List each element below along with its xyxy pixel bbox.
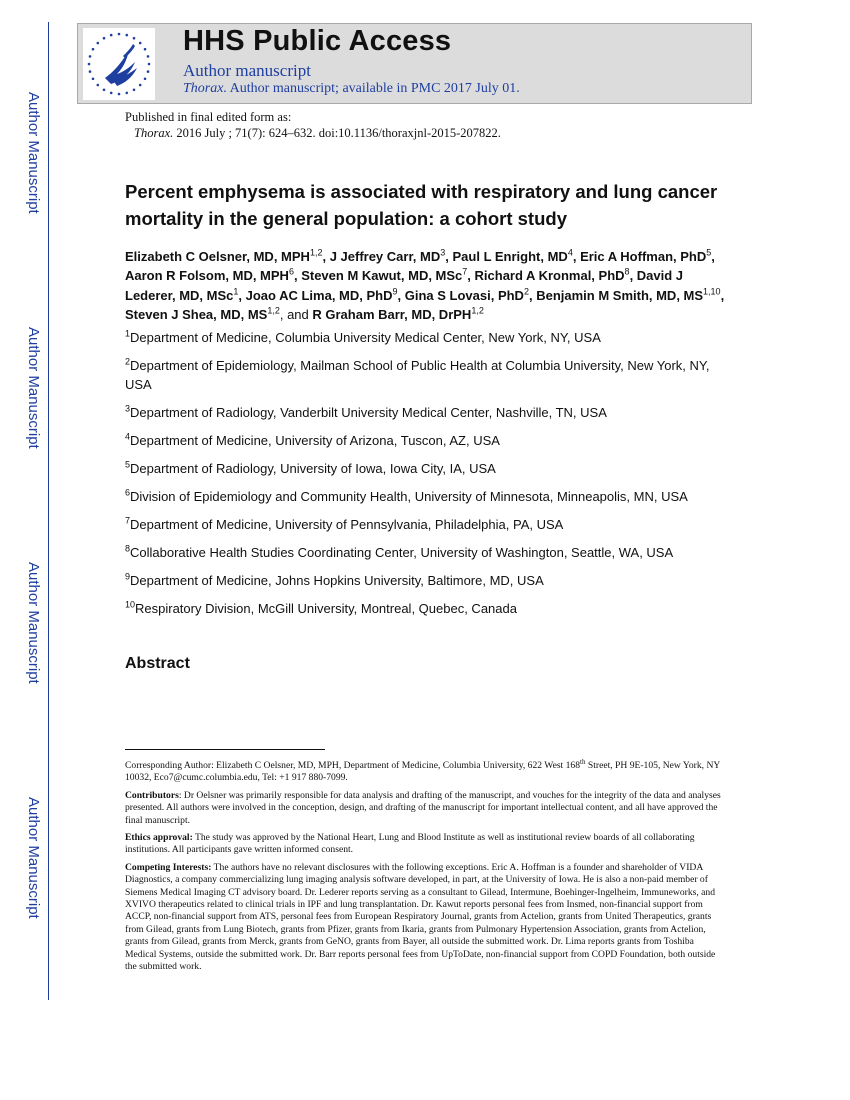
author-separator: , — [629, 268, 637, 284]
affiliation-item — [125, 328, 735, 347]
affiliation-item — [125, 459, 735, 478]
rail-line — [48, 22, 49, 1000]
affiliation-number: 10 — [125, 599, 136, 610]
ethics-approval-note: Ethics approval: The study was approved by the National Heart, Lung and Blood Institute as well as institutional review boards of all collaborating institutions. All participants gave written informed consent. — [125, 832, 695, 856]
affiliation-item — [125, 431, 735, 450]
author-separator: , — [467, 268, 475, 284]
author-affiliation-mark: 6 — [288, 266, 294, 277]
author-name: J Jeffrey Carr, MD — [329, 249, 441, 264]
affiliation-item — [125, 515, 735, 534]
author-name: Eric A Hoffman, PhD — [580, 249, 707, 264]
journal-name: Thorax. — [183, 81, 227, 96]
affiliation-item — [125, 356, 735, 394]
competing-interests-note: Competing Interests: The authors have no relevant disclosures with the following exceptions. Eric A. Hoffman is a founder and shareholder of VIDA Diagnostics, a company commercializing lung imaging analysis software developed, in part, at the University of Iowa. He is also a non-paid member of Siemens Medical Imaging CT advisory board. Dr. Lederer reports serving as a consultant to Gilead, Intermune, Boehinger-Ingelheim, Immuneworks, and XVIVO therapeutics related to clinical trials in IPF and lung transplantation. Dr. Kawut reports personal fees from Insmed, non-financial support from ACCP, non-financial support from ATS, personal fees from European Respiratory Journal, grants from Actelion, grants from United Therapeutics, grants from Gilead, grants from Lung Biotech, grants from Pfizer, grants from Ikaria, grants from Pulmonary Hypertension Association, grants from Actelion, grants from Gilead, grants from Merck, grants from GeNO, grants from Bayer, all outside the submitted work. Dr. Lima reports grants from Toshiba Medical Systems, outside the submitted work. Dr. Barr reports personal fees from UpToDate, non-financial support from COPD Foundation, both outside the submitted work. — [125, 861, 716, 973]
author-name: Steven M Kawut, MD, MSc — [301, 268, 463, 284]
author-name: Paul L Enright, MD — [452, 249, 568, 264]
affiliation-number: 1 — [125, 328, 131, 339]
hhs-public-access-title: HHS Public Access — [183, 25, 452, 57]
hhs-eagle-logo-icon — [83, 28, 155, 100]
author-name: Benjamin M Smith, MD, MS — [536, 287, 704, 303]
author-separator: , — [445, 249, 453, 264]
affiliation-text: Department of Medicine, University of Pennsylvania, Philadelphia, PA, USA — [130, 517, 564, 532]
author-affiliation-mark: 1 — [233, 286, 239, 297]
affiliation-number: 3 — [125, 403, 131, 414]
author-affiliation-mark: 4 — [567, 247, 573, 258]
affiliation-item — [125, 543, 735, 562]
affiliation-number: 7 — [125, 515, 131, 526]
author-list — [125, 247, 730, 324]
affiliation-item — [125, 571, 735, 590]
author-separator: , and — [279, 306, 313, 322]
affiliation-item — [125, 487, 735, 506]
affiliation-text: Respiratory Division, McGill University, Montreal, Quebec, Canada — [135, 601, 517, 616]
affiliation-text: Department of Epidemiology, Mailman School of Public Health at Columbia University, New York, NY, USA — [125, 358, 710, 392]
author-affiliation-mark: 2 — [523, 286, 529, 297]
author-name: Joao AC Lima, MD, PhD — [245, 287, 393, 303]
author-affiliation-mark: 9 — [392, 286, 398, 297]
author-affiliation-mark: 1,2 — [471, 305, 484, 316]
author-separator: , — [711, 249, 715, 264]
author-affiliation-mark: 5 — [706, 247, 712, 258]
citation-details: 2016 July ; 71(7): 624–632. doi:10.1136/thoraxjnl-2015-207822. — [173, 126, 501, 140]
author-affiliation-mark: 3 — [440, 247, 446, 258]
affiliation-number: 5 — [125, 459, 131, 470]
author-separator: , — [528, 287, 537, 303]
author-name: Gina S Lovasi, PhD — [404, 287, 524, 303]
author-manuscript-label: Author manuscript — [183, 61, 311, 80]
author-separator: , — [397, 287, 405, 303]
affiliation-number: 9 — [125, 571, 131, 582]
affiliation-text: Department of Medicine, University of Arizona, Tuscon, AZ, USA — [130, 433, 500, 448]
author-name: Richard A Kronmal, PhD — [474, 268, 625, 284]
author-separator: , — [322, 249, 330, 264]
author-name: Elizabeth C Oelsner, MD, MPH — [125, 249, 310, 264]
footnote-divider — [125, 749, 325, 750]
author-separator: , — [720, 287, 725, 303]
abstract-heading: Abstract — [125, 655, 190, 672]
article-title: Percent emphysema is associated with respiratory and lung cancer mortality in the general population: a cohort study — [125, 181, 718, 229]
affiliation-text: Collaborative Health Studies Coordinating Center, University of Washington, Seattle, WA, USA — [130, 545, 674, 560]
availability-text: Author manuscript; available in PMC 2017 July 01. — [226, 81, 520, 96]
author-affiliation-mark: 7 — [462, 266, 468, 277]
footnotes — [125, 757, 725, 979]
affiliation-text: Department of Medicine, Columbia University Medical Center, New York, NY, USA — [130, 330, 601, 345]
author-separator: , — [293, 268, 302, 284]
affiliation-text: Division of Epidemiology and Community Health, University of Minnesota, Minneapolis, MN, USA — [130, 489, 688, 504]
affiliation-number: 2 — [125, 356, 131, 367]
affiliation-text: Department of Radiology, Vanderbilt University Medical Center, Nashville, TN, USA — [130, 405, 607, 420]
author-name: R Graham Barr, MD, DrPH — [312, 306, 472, 322]
author-separator: , — [572, 249, 581, 264]
published-citation — [134, 126, 501, 141]
author-separator: , — [238, 287, 246, 303]
affiliation-text: Department of Medicine, Johns Hopkins University, Baltimore, MD, USA — [130, 573, 544, 588]
affiliation-number: 8 — [125, 543, 131, 554]
affiliation-text: Department of Radiology, University of Iowa, Iowa City, IA, USA — [130, 461, 496, 476]
author-name: Aaron R Folsom, MD, MPH — [125, 268, 289, 284]
contributors-note: Contributors: Dr Oelsner was primarily responsible for data analysis and drafting of the manuscript, and vouches for the integrity of the data and analyses presented. All authors were involved in the conception, design, and drafting of the manuscript for important intellectual content, and all have approved the final manuscript. — [125, 789, 721, 826]
manuscript-page: Author Manuscript Author Manuscript Author Manuscript Author Manuscript HHS Public Access Author manuscript Thorax. Author manuscript; available in PMC 2017 July 01. Published in final edited form as: Thorax. 2016 July ; 71(7): 624–632. doi:10.1136/thoraxjnl-2015-207822. Percent emphysema is associated with respiratory and lung cancer mortality in the general population: a cohort study Elizabeth C Oelsner, MD, MPH$^{1,2}$, J Jeffrey Carr, $MD^3$, Paul L Enright, $MD^4$, Eric A Hoffman, PhD$^5$, Aaron R Folsom, MD, MPH$^6$, Steven M Kawut, MD, MSc$^7$, Richard A Kronmal, PhD$^8$, David J Lederer, MD, MSc$^1$, Joao AC Lima, MD, PhD$^9$, Gina S Lovasi, PhD$^2$, Benjamin M Smith, MD, MS$^{1,10}$, Steven J Shea, MD, MS$^{1,2}$, and R Graham Barr, MD, DrPH$^{1,2}$ $^1$Department of Medicine, Columbia University Medical Center, New York, NY, USA $^2$Department of Epidemiology, Mailman School of Public Health at Columbia University, New York, NY, USA $^3$Department of Radiology, Vanderbilt University Medical Center, Nashville, TN, USA $^4$Department of Medicine, University of Arizona, Tuscon, AZ, USA $^5$Department of Radiology, University of Iowa, Iowa City, IA, USA $^6$Division of Epidemiology and Community Health, University of Minnesota, Minneapolis, MN, USA $^7$Department of Medicine, University of Pennsylvania, Philadelphia, PA, USA $^8$Collaborative Health Studies Coordinating Center, University of Washington, Seattle, WA, USA $^9$Department of Medicine, Johns Hopkins University, Baltimore, MD, USA $^{10}$Respiratory Division, McGill University, Montreal, Quebec, Canada Abstract Corresponding Author: Elizabeth C Oelsner, MD, MPH, Department of Medicine, Columbia University, 622 West 168th Street, PH 9E-105, New York, NY 10032, Eco7@cumc.columbia.edu, Tel: +1 917 880-7099. Contributors: Dr Oelsner was primarily responsible for data analysis and drafting of the manuscript, and vouches for the integrity of the data and analyses presented. All authors were involved in the conception, design, and drafting of the manuscript for important intellectual content, and all have approved the final manuscript. Ethics approval: The study was approved by the National Heart, Lung and Blood Institute as well as institutional review boards of all collaborating institutions. All participants gave written informed consent. Competing Interests: The authors have no relevant disclosures with the following exceptions. Eric A. Hoffman is a founder and shareholder of VIDA Diagnostics, a company commercializing lung imaging analysis software developed, in part, at the University of Iowa. He is also a non-paid member of Siemens Medical Imaging CT advisory board. Dr. Lederer reports serving as a consultant to Gilead, Intermune, Boehinger-Ingelheim, Immuneworks, and XVIVO therapeutics related to clinical trials in IPF and lung transplantation. Dr. Kawut reports personal fees from Insmed, non-financial support from ACCP, non-financial support from ATS, personal fees from European Respiratory Journal, grants from Actelion, grants from United Therapeutics, grants from Gilead, grants from Lung Biotech, grants from Pfizer, grants from Ikaria, grants from Pulmonary Hypertension Association, grants from Actelion, grants from Gilead, grants from Merck, grants from GeNO, grants from Bayer, all outside the submitted work. Dr. Lima reports grants from Toshiba Medical Systems, outside the submitted work. Dr. Barr reports personal fees from UpToDate, non-financial support from COPD Foundation, both outside the submitted work. — [0, 0, 850, 1100]
author-name: David J Lederer, MD, MSc — [125, 268, 684, 303]
journal-availability — [183, 81, 520, 97]
author-affiliation-mark: 1,2 — [267, 305, 280, 316]
corresponding-author-note: Corresponding Author: Elizabeth C Oelsner, MD, MPH, Department of Medicine, Columbia University, 622 West 168th Street, PH 9E-105, New York, NY 10032, Eco7@cumc.columbia.edu, Tel: +1 917 880-7099. — [125, 757, 720, 784]
affiliation-number: 4 — [125, 431, 131, 442]
author-affiliation-mark: 8 — [624, 266, 630, 277]
author-name: Steven J Shea, MD, MS — [125, 306, 268, 322]
published-in-label: Published in final edited form as: — [125, 110, 292, 124]
author-affiliation-mark: 1,10 — [703, 286, 721, 297]
affiliation-item — [125, 599, 735, 618]
affiliation-list — [125, 328, 735, 627]
citation-journal: Thorax. — [134, 126, 174, 140]
affiliation-item — [125, 403, 735, 422]
author-affiliation-mark: 1,2 — [309, 247, 323, 258]
affiliation-number: 6 — [125, 487, 131, 498]
